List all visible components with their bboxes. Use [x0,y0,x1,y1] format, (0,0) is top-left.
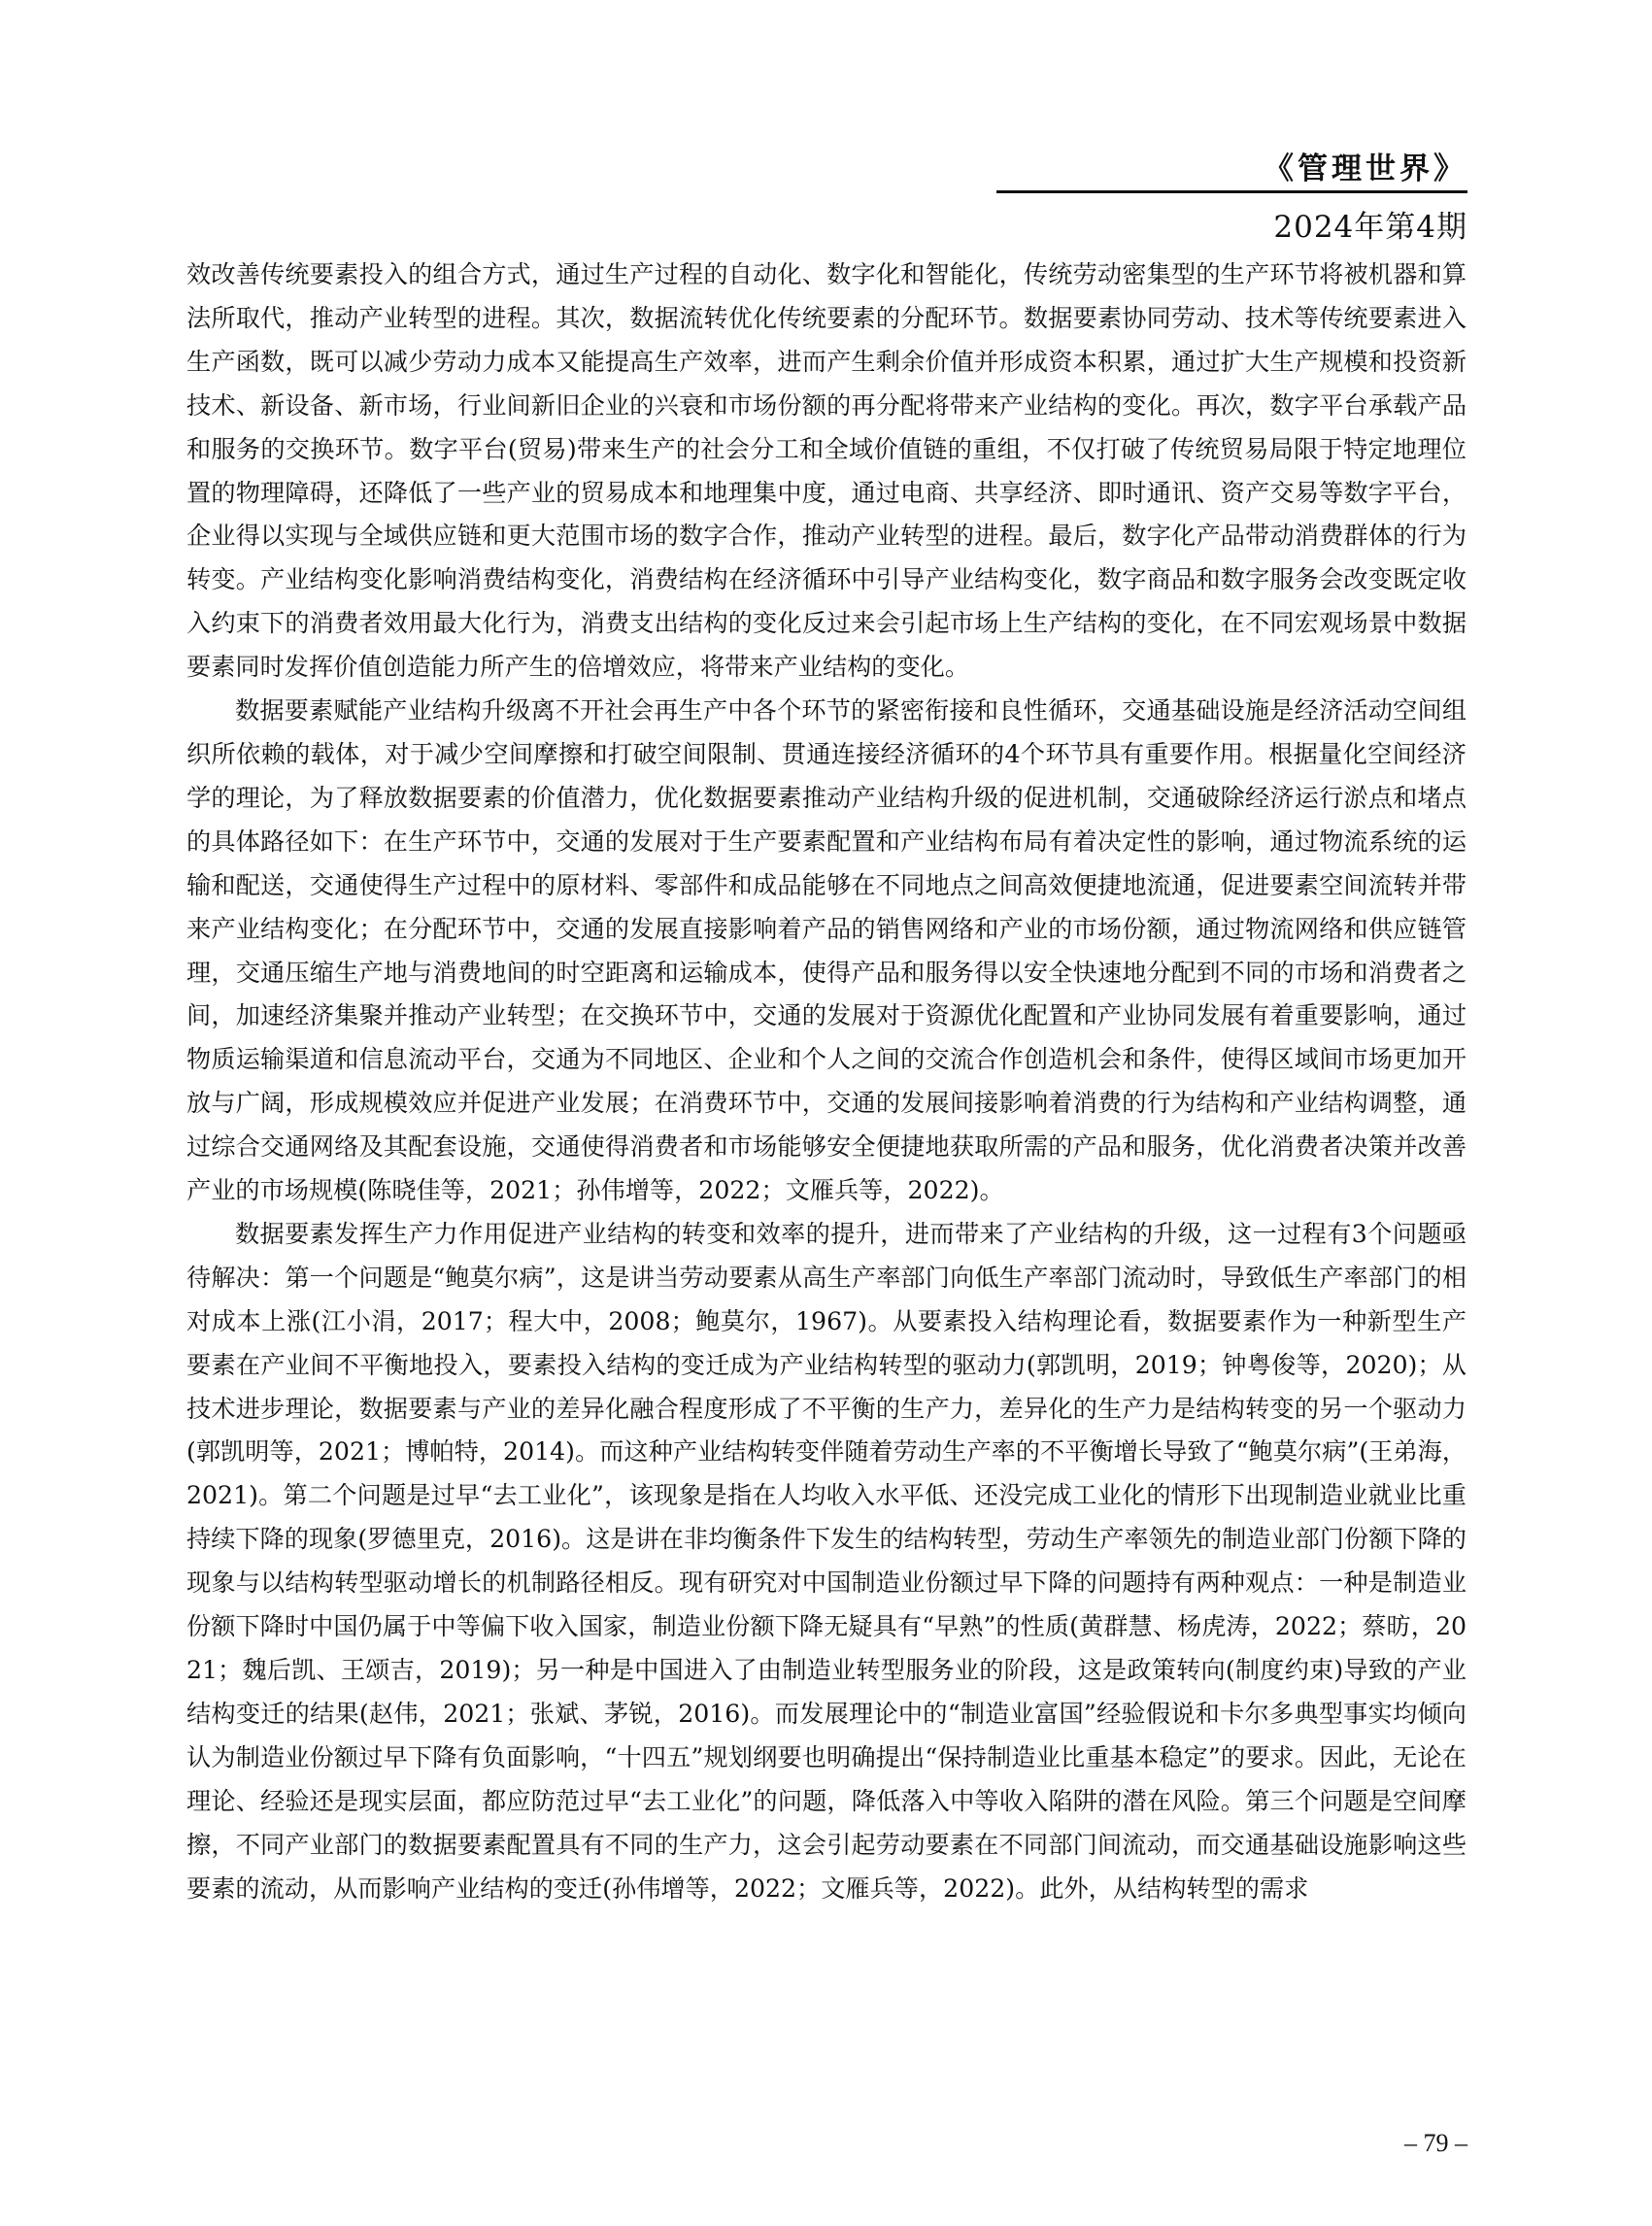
issue-label: 2024年第4期 [1273,210,1467,245]
journal-name: 《管理世界》 [1264,152,1467,186]
paragraph-2: 数据要素赋能产业结构升级离不开社会再生产中各个环节的紧密衔接和良性循环，交通基础设施是经济活动空间组织所依赖的载体，对于减少空间摩擦和打破空间限制、贯通连接经济循环的4个环节具有重要作用。根据量化空间经济学的理论，为了释放数据要素的价值潜力，优化数据要素推动产业结构升级的促进机制，交通破除经济运行淤点和堵点的具体路径如下：在生产环节中，交通的发展对于生产要素配置和产业结构布局有着决定性的影响，通过物流系统的运输和配送，交通使得生产过程中的原材料、零部件和成品能够在不同地点之间高效便捷地流通，促进要素空间流转并带来产业结构变化；在分配环节中，交通的发展直接影响着产品的销售网络和产业的市场份额，通过物流网络和供应链管理，交通压缩生产地与消费地间的时空距离和运输成本，使得产品和服务得以安全快速地分配到不同的市场和消费者之间，加速经济集聚并推动产业转型；在交换环节中，交通的发展对于资源优化配置和产业协同发展有着重要影响，通过物质运输渠道和信息流动平台，交通为不同地区、企业和个人之间的交流合作创造机会和条件，使得区域间市场更加开放与广阔，形成规模效应并促进产业发展；在消费环节中，交通的发展间接影响着消费的行为结构和产业结构调整，通过综合交通网络及其配套设施，交通使得消费者和市场能够安全便捷地获取所需的产品和服务，优化消费者决策并改善产业的市场规模(陈晓佳等，2021；孙伟增等，2022；文雁兵等，2022)。 [186,696,1467,1205]
paragraph-3: 数据要素发挥生产力作用促进产业结构的转变和效率的提升，进而带来了产业结构的升级，这一过程有3个问题亟待解决：第一个问题是“鲍莫尔病”，这是讲当劳动要素从高生产率部门向低生产率部门流动时，导致低生产率部门的相对成本上涨(江小涓，2017；程大中，2008；鲍莫尔，1967)。从要素投入结构理论看，数据要素作为一种新型生产要素在产业间不平衡地投入，要素投入结构的变迁成为产业结构转型的驱动力(郭凯明，2019；钟粤俊等，2020)；从技术进步理论，数据要素与产业的差异化融合程度形成了不平衡的生产力，差异化的生产力是结构转变的另一个驱动力(郭凯明等，2021；博帕特，2014)。而这种产业结构转变伴随着劳动生产率的不平衡增长导致了“鲍莫尔病”(王弟海，2021)。第二个问题是过早“去工业化”，该现象是指在人均收入水平低、还没完成工业化的情形下出现制造业就业比重持续下降的现象(罗德里克，2016)。这是讲在非均衡条件下发生的结构转型，劳动生产率领先的制造业部门份额下降的现象与以结构转型驱动增长的机制路径相反。现有研究对中国制造业份额过早下降的问题持有两种观点：一种是制造业份额下降时中国仍属于中等偏下收入国家，制造业份额下降无疑具有“早熟”的性质(黄群慧、杨虎涛，2022；蔡昉，2021；魏后凯、王颂吉，2019)；另一种是中国进入了由制造业转型服务业的阶段，这是政策转向(制度约束)导致的产业结构变迁的结果(赵伟，2021；张斌、茅锐，2016)。而发展理论中的“制造业富国”经验假说和卡尔多典型事实均倾向认为制造业份额过早下降有负面影响，“十四五”规划纲要也明确提出“保持制造业比重基本稳定”的要求。因此，无论在理论、经验还是现实层面，都应防范过早“去工业化”的问题，降低落入中等收入陷阱的潜在风险。第三个问题是空间摩擦，不同产业部门的数据要素配置具有不同的生产力，这会引起劳动要素在不同部门间流动，而交通基础设施影响这些要素的流动，从而影响产业结构的变迁(孙伟增等，2022；文雁兵等，2022)。此外，从结构转型的需求 [186,1219,1467,1903]
header-rule [996,190,1467,193]
article-body [186,253,1467,1910]
page-number: – 79 – [1404,2129,1467,2157]
paragraph-1: 效改善传统要素投入的组合方式，通过生产过程的自动化、数字化和智能化，传统劳动密集型的生产环节将被机器和算法所取代，推动产业转型的进程。其次，数据流转优化传统要素的分配环节。数据要素协同劳动、技术等传统要素进入生产函数，既可以减少劳动力成本又能提高生产效率，进而产生剩余价值并形成资本积累，通过扩大生产规模和投资新技术、新设备、新市场，行业间新旧企业的兴衰和市场份额的再分配将带来产业结构的变化。再次，数字平台承载产品和服务的交换环节。数字平台(贸易)带来生产的社会分工和全域价值链的重组，不仅打破了传统贸易局限于特定地理位置的物理障碍，还降低了一些产业的贸易成本和地理集中度，通过电商、共享经济、即时通讯、资产交易等数字平台，企业得以实现与全域供应链和更大范围市场的数字合作，推动产业转型的进程。最后，数字化产品带动消费群体的行为转变。产业结构变化影响消费结构变化，消费结构在经济循环中引导产业结构变化，数字商品和数字服务会改变既定收入约束下的消费者效用最大化行为，消费支出结构的变化反过来会引起市场上生产结构的变化，在不同宏观场景中数据要素同时发挥价值创造能力所产生的倍增效应，将带来产业结构的变化。 [186,260,1467,682]
